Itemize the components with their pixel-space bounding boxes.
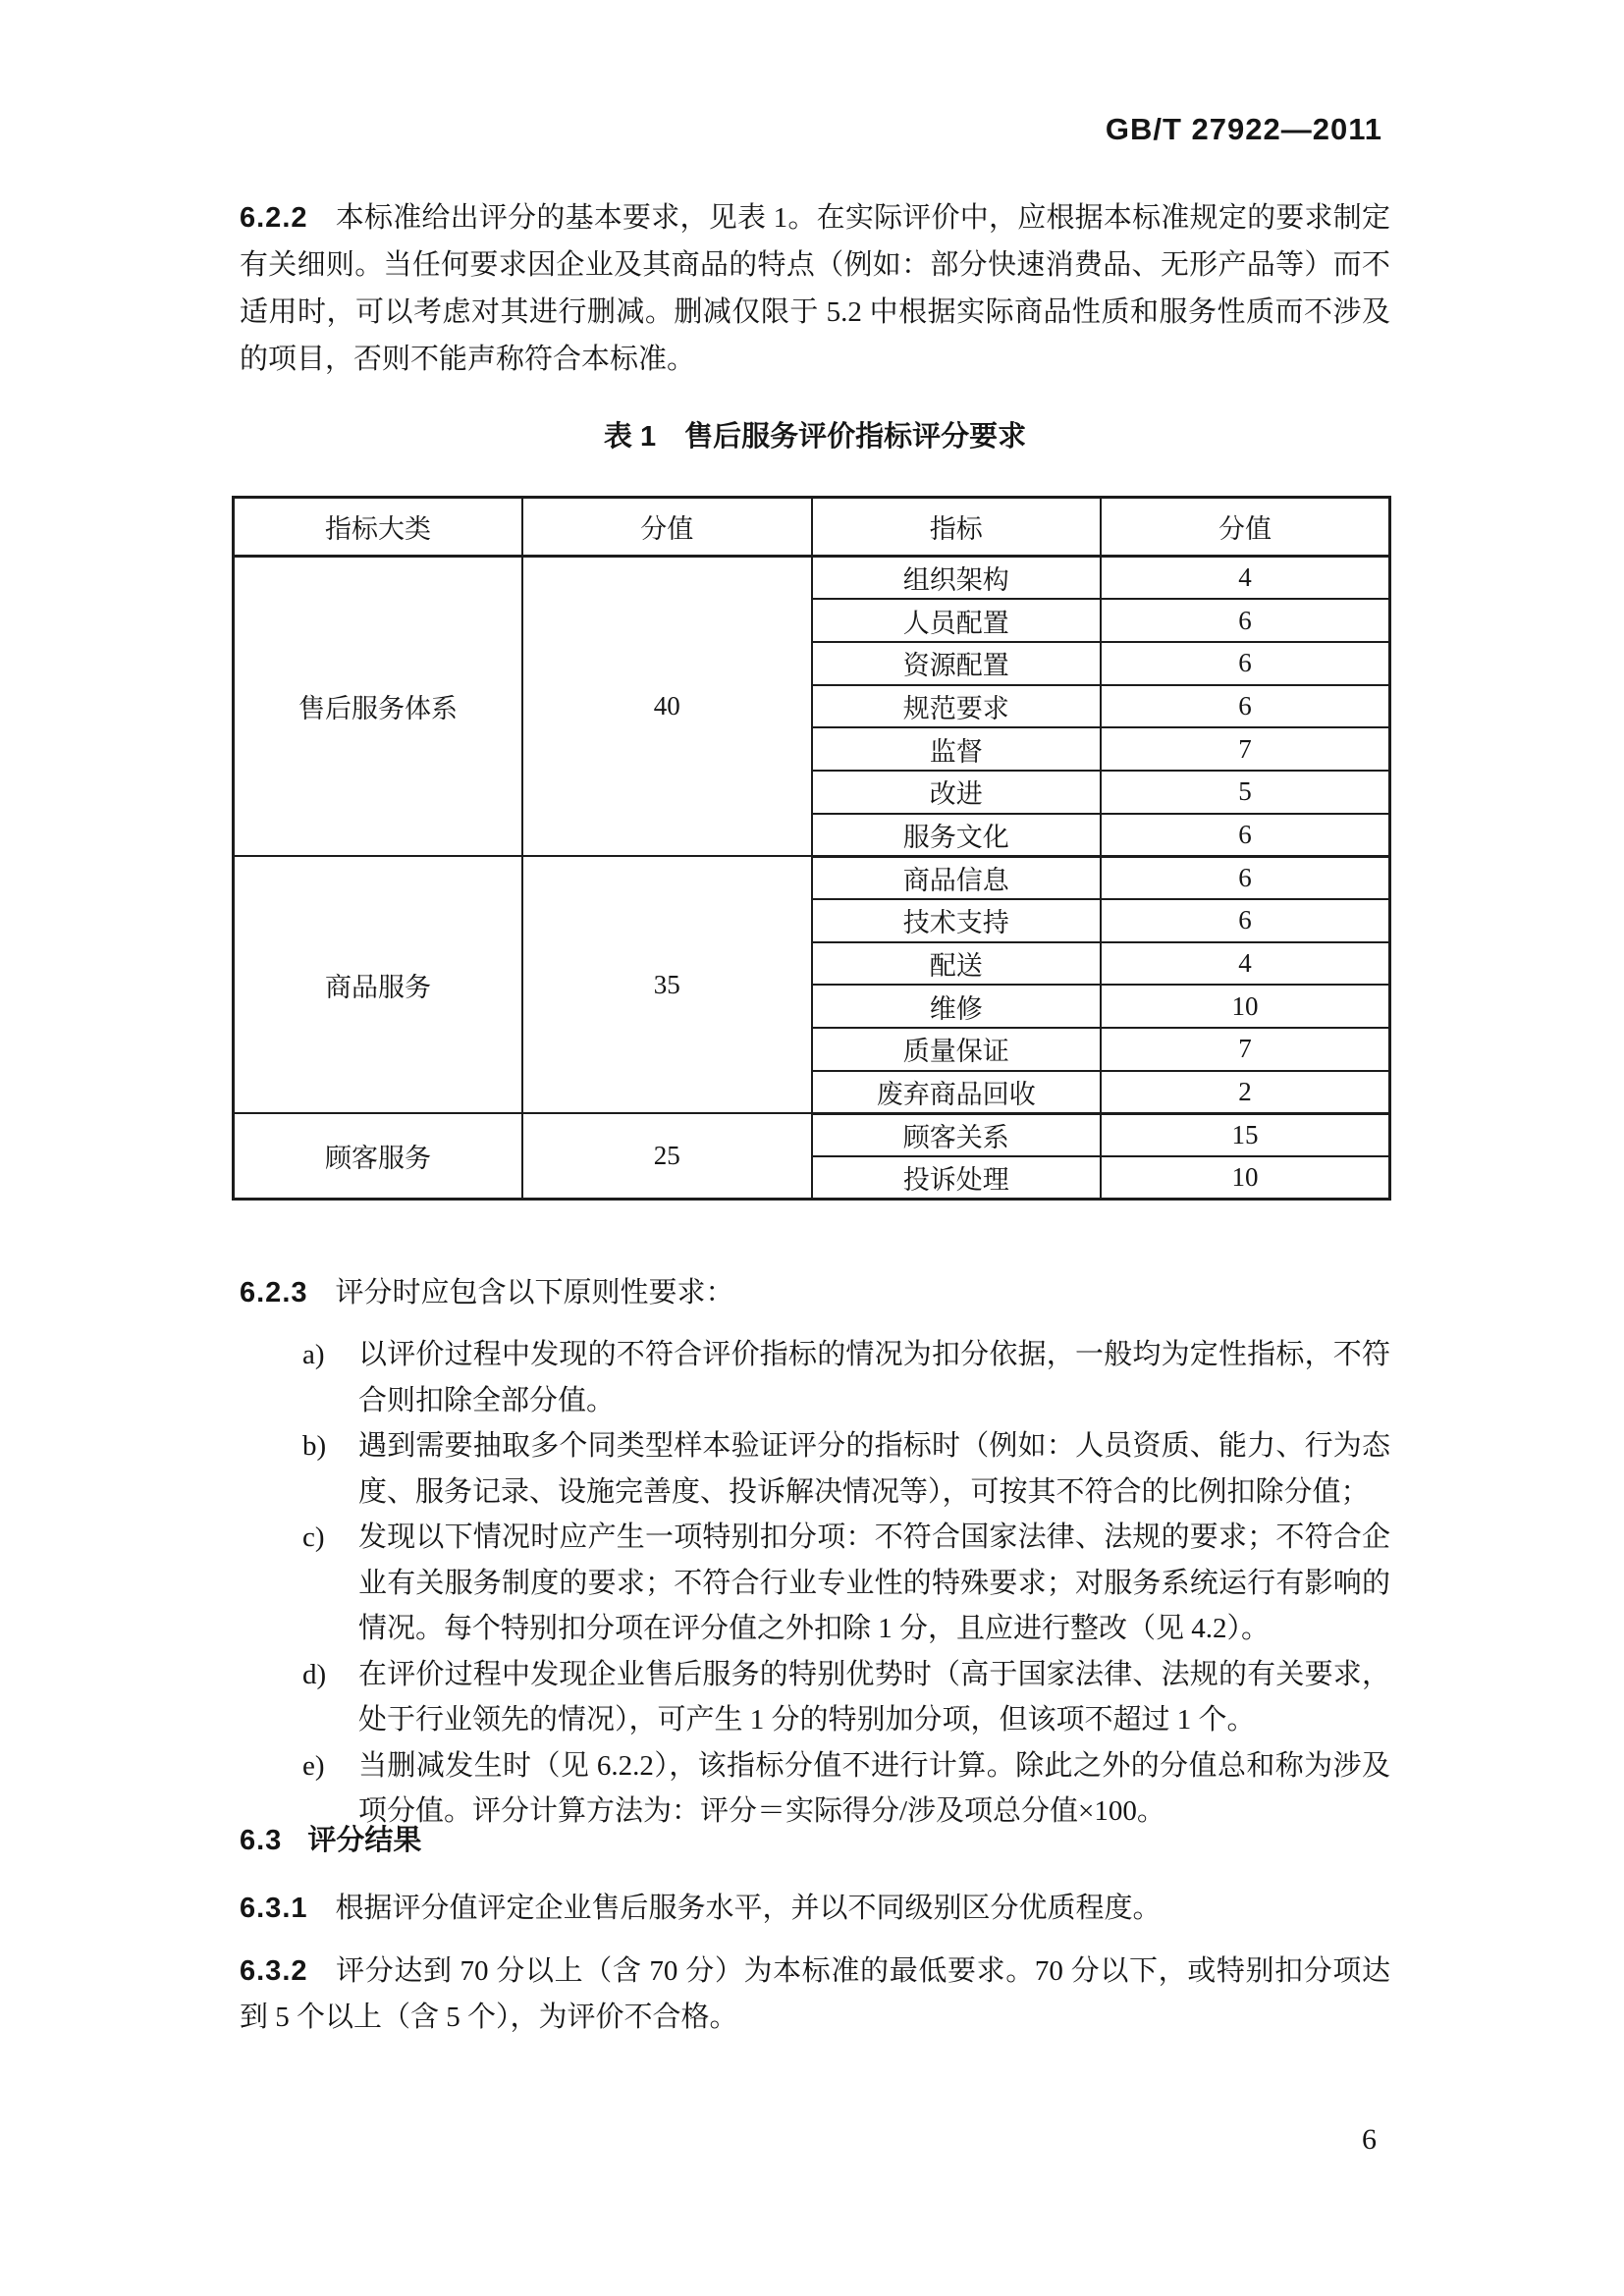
- indicator-cell: 服务文化: [812, 814, 1102, 857]
- indicator-score-cell: 6: [1101, 642, 1390, 685]
- standard-code: GB/T 27922—2011: [1105, 112, 1382, 146]
- indicator-cell: 维修: [812, 985, 1102, 1028]
- list-item-a: [240, 1332, 1390, 1423]
- clause-6-2-2-text: 本标准给出评分的基本要求，见表 1。在实际评价中，应根据本标准规定的要求制定有关细则。当任何要求因企业及其商品的特点（例如：部分快速消费品、无形产品等）而不适用时，可以考虑对其进行删减。删减仅限于 5.2 中根据实际商品性质和服务性质而不涉及的项目，否则不能声称符合本标准。: [240, 202, 1390, 375]
- category-score-cell: 35: [522, 856, 812, 1113]
- clause-6-2-3-text: 评分时应包含以下原则性要求：: [335, 1277, 734, 1308]
- indicator-score-cell: 10: [1101, 1156, 1390, 1200]
- table-row: [234, 557, 1390, 600]
- list-item-c-marker: c): [302, 1522, 325, 1553]
- list-item-d: [240, 1652, 1390, 1743]
- clause-6-3-number: 6.3: [240, 1825, 283, 1856]
- scoring-table-body: [234, 557, 1390, 1200]
- table-1-title: 表 1 售后服务评价指标评分要求: [603, 421, 1027, 453]
- page-number: 6: [1362, 2123, 1377, 2156]
- indicator-score-cell: 4: [1101, 942, 1390, 986]
- clause-6-2-2: [240, 194, 1390, 383]
- list-item-b-marker: b): [302, 1430, 327, 1462]
- table-header-cell: 指标: [812, 498, 1102, 557]
- list-item-e-text: 当删减发生时（见 6.2.2），该指标分值不进行计算。除此之外的分值总和称为涉及项分值。评分计算方法为：评分＝实际得分/涉及项总分值×100。: [358, 1749, 1390, 1827]
- list-item-b-text: 遇到需要抽取多个同类型样本验证评分的指标时（例如：人员资质、能力、行为态度、服务记录、设施完善度、投诉解决情况等），可按其不符合的比例扣除分值；: [358, 1430, 1390, 1508]
- table-header-cell: 分值: [1101, 498, 1390, 557]
- clause-6-3-1-number: 6.3.1: [240, 1893, 308, 1924]
- clause-6-3-heading: [240, 1818, 421, 1863]
- indicator-score-cell: 2: [1101, 1071, 1390, 1114]
- clause-6-2-3: [240, 1269, 1390, 1316]
- category-score-cell: 25: [522, 1113, 812, 1199]
- list-item-d-text: 在评价过程中发现企业售后服务的特别优势时（高于国家法律、法规的有关要求，处于行业领先的情况），可产生 1 分的特别加分项，但该项不超过 1 个。: [358, 1658, 1390, 1735]
- scoring-table: [232, 496, 1391, 1201]
- indicator-score-cell: 10: [1101, 985, 1390, 1028]
- list-item-b: [240, 1423, 1390, 1515]
- table-row: [234, 1113, 1390, 1156]
- clause-6-3-title: 评分结果: [307, 1825, 422, 1856]
- indicator-score-cell: 5: [1101, 771, 1390, 814]
- clause-6-3-1: [240, 1885, 1390, 1932]
- indicator-score-cell: 6: [1101, 856, 1390, 899]
- clause-6-2-3-number: 6.2.3: [240, 1277, 308, 1308]
- indicator-cell: 配送: [812, 942, 1102, 986]
- category-cell: 售后服务体系: [234, 557, 523, 857]
- indicator-cell: 废弃商品回收: [812, 1071, 1102, 1114]
- list-item-c: [240, 1515, 1390, 1652]
- table-header-row: [234, 498, 1390, 557]
- indicator-cell: 监督: [812, 727, 1102, 771]
- list-item-a-marker: a): [302, 1339, 325, 1370]
- indicator-cell: 组织架构: [812, 557, 1102, 600]
- indicator-cell: 商品信息: [812, 856, 1102, 899]
- clause-6-3-2-text: 评分达到 70 分以上（含 70 分）为本标准的最低要求。70 分以下，或特别扣分项达到 5 个以上（含 5 个），为评价不合格。: [240, 1955, 1390, 2033]
- indicator-cell: 改进: [812, 771, 1102, 814]
- clause-6-3-2-number: 6.3.2: [240, 1955, 308, 1987]
- indicator-cell: 顾客关系: [812, 1113, 1102, 1156]
- indicator-score-cell: 6: [1101, 814, 1390, 857]
- indicator-cell: 技术支持: [812, 899, 1102, 942]
- indicator-cell: 人员配置: [812, 599, 1102, 642]
- indicator-score-cell: 15: [1101, 1113, 1390, 1156]
- indicator-cell: 资源配置: [812, 642, 1102, 685]
- indicator-cell: 规范要求: [812, 685, 1102, 728]
- principles-list: [240, 1332, 1390, 1835]
- indicator-cell: 投诉处理: [812, 1156, 1102, 1200]
- clause-6-2-2-number: 6.2.2: [240, 202, 308, 234]
- clause-6-3-2: [240, 1949, 1390, 2041]
- category-cell: 商品服务: [234, 856, 523, 1113]
- category-score-cell: 40: [522, 557, 812, 857]
- indicator-score-cell: 4: [1101, 557, 1390, 600]
- indicator-score-cell: 6: [1101, 685, 1390, 728]
- table-1-container: [232, 496, 1391, 1201]
- list-item-c-text: 发现以下情况时应产生一项特别扣分项：不符合国家法律、法规的要求；不符合企业有关服务制度的要求；不符合行业专业性的特殊要求；对服务系统运行有影响的情况。每个特别扣分项在评分值之外扣除 1 分，且应进行整改（见 4.2）。: [358, 1522, 1390, 1644]
- clause-6-3-1-text: 根据评分值评定企业售后服务水平，并以不同级别区分优质程度。: [335, 1893, 1162, 1924]
- indicator-score-cell: 7: [1101, 1028, 1390, 1071]
- table-header-cell: 分值: [522, 498, 812, 557]
- indicator-score-cell: 7: [1101, 727, 1390, 771]
- list-item-e-marker: e): [302, 1749, 325, 1782]
- table-row: [234, 856, 1390, 899]
- scoring-table-head: [234, 498, 1390, 557]
- list-item-d-marker: d): [302, 1658, 327, 1690]
- indicator-score-cell: 6: [1101, 899, 1390, 942]
- indicator-score-cell: 6: [1101, 599, 1390, 642]
- category-cell: 顾客服务: [234, 1113, 523, 1199]
- list-item-a-text: 以评价过程中发现的不符合评价指标的情况为扣分依据，一般均为定性指标，不符合则扣除全部分值。: [358, 1339, 1390, 1416]
- table-header-cell: 指标大类: [234, 498, 523, 557]
- indicator-cell: 质量保证: [812, 1028, 1102, 1071]
